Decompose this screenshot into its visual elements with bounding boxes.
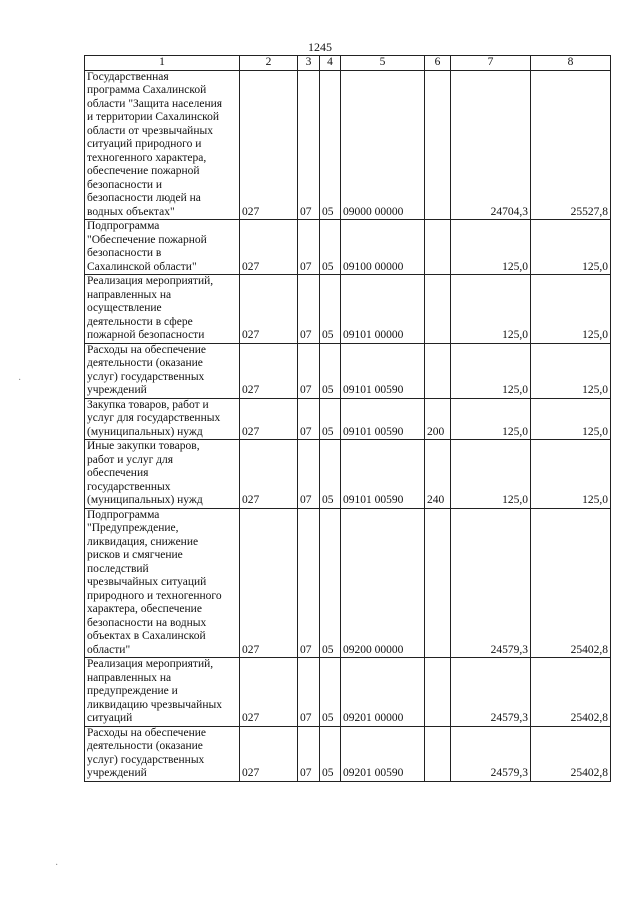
column-header: 5 bbox=[341, 56, 425, 71]
row-code-cell: 027 bbox=[240, 726, 298, 781]
row-section-cell: 07 bbox=[298, 275, 320, 344]
row-type-cell bbox=[425, 658, 451, 727]
row-target-cell: 09100 00000 bbox=[341, 220, 425, 275]
row-sum-year2-cell: 125,0 bbox=[531, 275, 611, 344]
row-subsection-cell: 05 bbox=[320, 440, 341, 509]
table-row bbox=[85, 70, 611, 220]
row-section-cell: 07 bbox=[298, 658, 320, 727]
row-sum-year1-cell: 125,0 bbox=[451, 220, 531, 275]
row-sum-year1-cell: 125,0 bbox=[451, 440, 531, 509]
row-sum-year1-cell: 24579,3 bbox=[451, 508, 531, 658]
row-target-cell: 09200 00000 bbox=[341, 508, 425, 658]
row-sum-year2-cell: 125,0 bbox=[531, 440, 611, 509]
row-type-cell bbox=[425, 343, 451, 398]
row-section-cell: 07 bbox=[298, 726, 320, 781]
table-header-row bbox=[85, 56, 611, 71]
row-subsection-cell: 05 bbox=[320, 343, 341, 398]
row-type-cell bbox=[425, 508, 451, 658]
row-name-cell: Расходы на обеспечение деятельности (оказание услуг) государственных учреждений bbox=[85, 726, 240, 781]
row-target-cell: 09201 00000 bbox=[341, 658, 425, 727]
row-target-cell: 09101 00590 bbox=[341, 398, 425, 440]
table-row bbox=[85, 343, 611, 398]
row-section-cell: 07 bbox=[298, 508, 320, 658]
row-section-cell: 07 bbox=[298, 343, 320, 398]
row-sum-year2-cell: 125,0 bbox=[531, 220, 611, 275]
page-number: 1245 bbox=[308, 40, 332, 54]
row-name-cell: Иные закупки товаров, работ и услуг для обеспечения государственных (муниципальных) нужд bbox=[85, 440, 240, 509]
row-section-cell: 07 bbox=[298, 440, 320, 509]
row-name-cell: Закупка товаров, работ и услуг для государственных (муниципальных) нужд bbox=[85, 398, 240, 440]
row-code-cell: 027 bbox=[240, 398, 298, 440]
row-sum-year1-cell: 125,0 bbox=[451, 275, 531, 344]
row-subsection-cell: 05 bbox=[320, 220, 341, 275]
scan-speck: · bbox=[18, 375, 22, 386]
row-name-cell: Подпрограмма "Предупреждение, ликвидация, снижение рисков и смягчение последствий чрезвычайных ситуаций природного и техногенного характера, обеспечение безопасности на водных объектах в Сахалинской области" bbox=[85, 508, 240, 658]
row-type-cell: 240 bbox=[425, 440, 451, 509]
row-section-cell: 07 bbox=[298, 70, 320, 220]
column-header: 6 bbox=[425, 56, 451, 71]
row-code-cell: 027 bbox=[240, 70, 298, 220]
column-header: 8 bbox=[531, 56, 611, 71]
row-target-cell: 09000 00000 bbox=[341, 70, 425, 220]
row-code-cell: 027 bbox=[240, 220, 298, 275]
table-row bbox=[85, 398, 611, 440]
budget-table bbox=[84, 55, 611, 782]
row-sum-year2-cell: 125,0 bbox=[531, 343, 611, 398]
row-code-cell: 027 bbox=[240, 440, 298, 509]
row-type-cell bbox=[425, 275, 451, 344]
row-type-cell bbox=[425, 220, 451, 275]
row-subsection-cell: 05 bbox=[320, 398, 341, 440]
row-sum-year2-cell: 25527,8 bbox=[531, 70, 611, 220]
row-name-cell: Расходы на обеспечение деятельности (оказание услуг) государственных учреждений bbox=[85, 343, 240, 398]
row-target-cell: 09101 00590 bbox=[341, 343, 425, 398]
table-row bbox=[85, 508, 611, 658]
row-sum-year2-cell: 25402,8 bbox=[531, 508, 611, 658]
row-code-cell: 027 bbox=[240, 275, 298, 344]
row-section-cell: 07 bbox=[298, 220, 320, 275]
column-header: 1 bbox=[85, 56, 240, 71]
row-subsection-cell: 05 bbox=[320, 508, 341, 658]
column-header: 2 bbox=[240, 56, 298, 71]
table-row bbox=[85, 726, 611, 781]
row-target-cell: 09101 00000 bbox=[341, 275, 425, 344]
row-sum-year2-cell: 25402,8 bbox=[531, 726, 611, 781]
row-target-cell: 09201 00590 bbox=[341, 726, 425, 781]
row-code-cell: 027 bbox=[240, 343, 298, 398]
row-target-cell: 09101 00590 bbox=[341, 440, 425, 509]
row-type-cell bbox=[425, 726, 451, 781]
column-header: 7 bbox=[451, 56, 531, 71]
row-sum-year1-cell: 24704,3 bbox=[451, 70, 531, 220]
table-row bbox=[85, 220, 611, 275]
row-subsection-cell: 05 bbox=[320, 70, 341, 220]
row-sum-year1-cell: 125,0 bbox=[451, 398, 531, 440]
row-code-cell: 027 bbox=[240, 508, 298, 658]
row-sum-year2-cell: 25402,8 bbox=[531, 658, 611, 727]
row-sum-year1-cell: 125,0 bbox=[451, 343, 531, 398]
row-type-cell bbox=[425, 70, 451, 220]
row-section-cell: 07 bbox=[298, 398, 320, 440]
row-name-cell: Подпрограмма "Обеспечение пожарной безопасности в Сахалинской области" bbox=[85, 220, 240, 275]
column-header: 4 bbox=[320, 56, 341, 71]
table-row bbox=[85, 658, 611, 727]
row-subsection-cell: 05 bbox=[320, 658, 341, 727]
table-row bbox=[85, 440, 611, 509]
row-subsection-cell: 05 bbox=[320, 726, 341, 781]
row-code-cell: 027 bbox=[240, 658, 298, 727]
row-name-cell: Реализация мероприятий, направленных на осуществление деятельности в сфере пожарной безопасности bbox=[85, 275, 240, 344]
scan-speck: · bbox=[55, 860, 59, 871]
row-sum-year1-cell: 24579,3 bbox=[451, 658, 531, 727]
column-header: 3 bbox=[298, 56, 320, 71]
row-sum-year2-cell: 125,0 bbox=[531, 398, 611, 440]
row-type-cell: 200 bbox=[425, 398, 451, 440]
row-subsection-cell: 05 bbox=[320, 275, 341, 344]
row-sum-year1-cell: 24579,3 bbox=[451, 726, 531, 781]
row-name-cell: Реализация мероприятий, направленных на предупреждение и ликвидацию чрезвычайных ситуаций bbox=[85, 658, 240, 727]
row-name-cell: Государственная программа Сахалинской области "Защита населения и территории Сахалинской области от чрезвычайных ситуаций природного и техногенного характера, обеспечение пожарной безопасности и безопасности людей на водных объектах" bbox=[85, 70, 240, 220]
table-row bbox=[85, 275, 611, 344]
